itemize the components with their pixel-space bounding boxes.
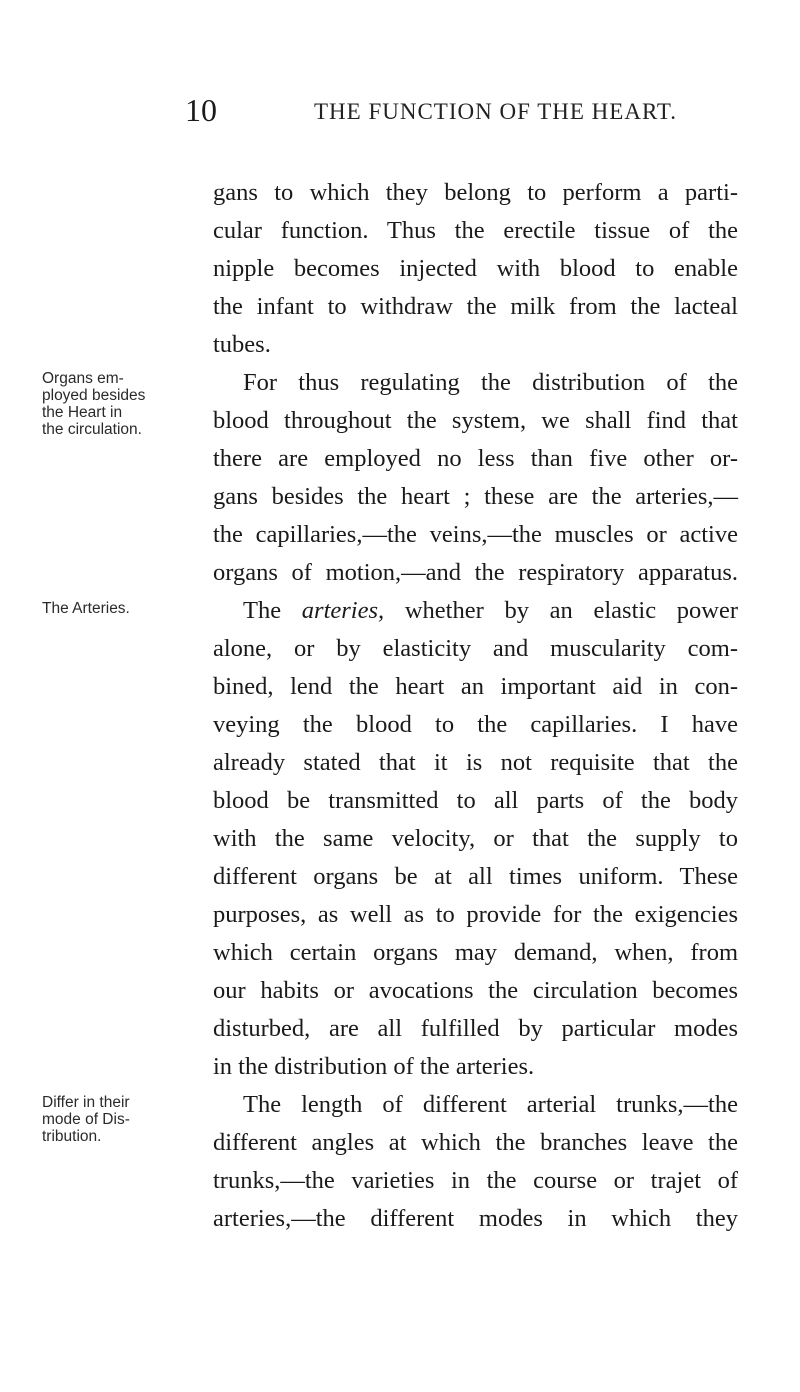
- text-line: arteries,—the different modes in which they: [213, 1205, 738, 1232]
- page-number: 10: [185, 92, 217, 128]
- margin-note-line: Organs em-: [42, 370, 124, 387]
- margin-note-line: Differ in their: [42, 1094, 130, 1111]
- margin-note-arteries: [42, 600, 207, 617]
- text-line: cular function. Thus the erectile tissue of the: [213, 217, 738, 244]
- text-line: already stated that it is not requisite that the: [213, 749, 738, 776]
- text-line: nipple becomes injected with blood to enable: [213, 255, 738, 282]
- page-header: [0, 88, 800, 132]
- text-line: bined, lend the heart an important aid in con-: [213, 673, 738, 700]
- running-head: THE FUNCTION OF THE HEART.: [314, 99, 678, 124]
- text-line: the infant to withdraw the milk from the lacteal: [213, 293, 738, 320]
- text-line: trunks,—the varieties in the course or trajet of: [213, 1167, 738, 1194]
- text-line: there are employed no less than five other or-: [213, 445, 738, 472]
- text-line: disturbed, are all fulfilled by particular modes: [213, 1015, 738, 1042]
- margin-note-line: ployed besides: [42, 387, 146, 404]
- text-line: tubes.: [213, 331, 271, 358]
- text-line: alone, or by elasticity and muscularity com-: [213, 635, 738, 662]
- margin-note-line: the Heart in: [42, 404, 123, 421]
- italic-term: arteries,: [301, 597, 385, 624]
- text-run: The: [243, 597, 282, 624]
- text-line: For thus regulating the distribution of the: [243, 369, 738, 396]
- text-run: whether by an elastic power: [404, 597, 738, 624]
- text-line: [243, 592, 738, 630]
- text-line: purposes, as well as to provide for the exigencies: [213, 901, 738, 928]
- text-line: with the same velocity, or that the supply to: [213, 825, 738, 852]
- text-line: the capillaries,—the veins,—the muscles or active: [213, 521, 738, 548]
- text-line: our habits or avocations the circulation becomes: [213, 977, 738, 1004]
- margin-note-line: tribution.: [42, 1128, 102, 1145]
- text-line: gans to which they belong to perform a parti-: [213, 179, 738, 206]
- text-line: organs of motion,—and the respiratory apparatus.: [213, 559, 738, 586]
- margin-note-line: the circulation.: [42, 421, 142, 438]
- margin-note-organs: [42, 370, 207, 438]
- text-line: in the distribution of the arteries.: [213, 1053, 535, 1080]
- text-line: The length of different arterial trunks,—the: [243, 1091, 738, 1118]
- text-line: gans besides the heart ; these are the arteries,—: [213, 483, 738, 510]
- text-line: blood throughout the system, we shall find that: [213, 407, 738, 434]
- text-line: which certain organs may demand, when, from: [213, 939, 738, 966]
- text-line: blood be transmitted to all parts of the body: [213, 787, 738, 814]
- margin-note-line: The Arteries.: [42, 600, 130, 617]
- margin-note-distribution: [42, 1094, 207, 1145]
- text-line: different organs be at all times uniform. These: [213, 863, 738, 890]
- text-line: veying the blood to the capillaries. I have: [213, 711, 738, 738]
- margin-note-line: mode of Dis-: [42, 1111, 130, 1128]
- text-line: different angles at which the branches leave the: [213, 1129, 738, 1156]
